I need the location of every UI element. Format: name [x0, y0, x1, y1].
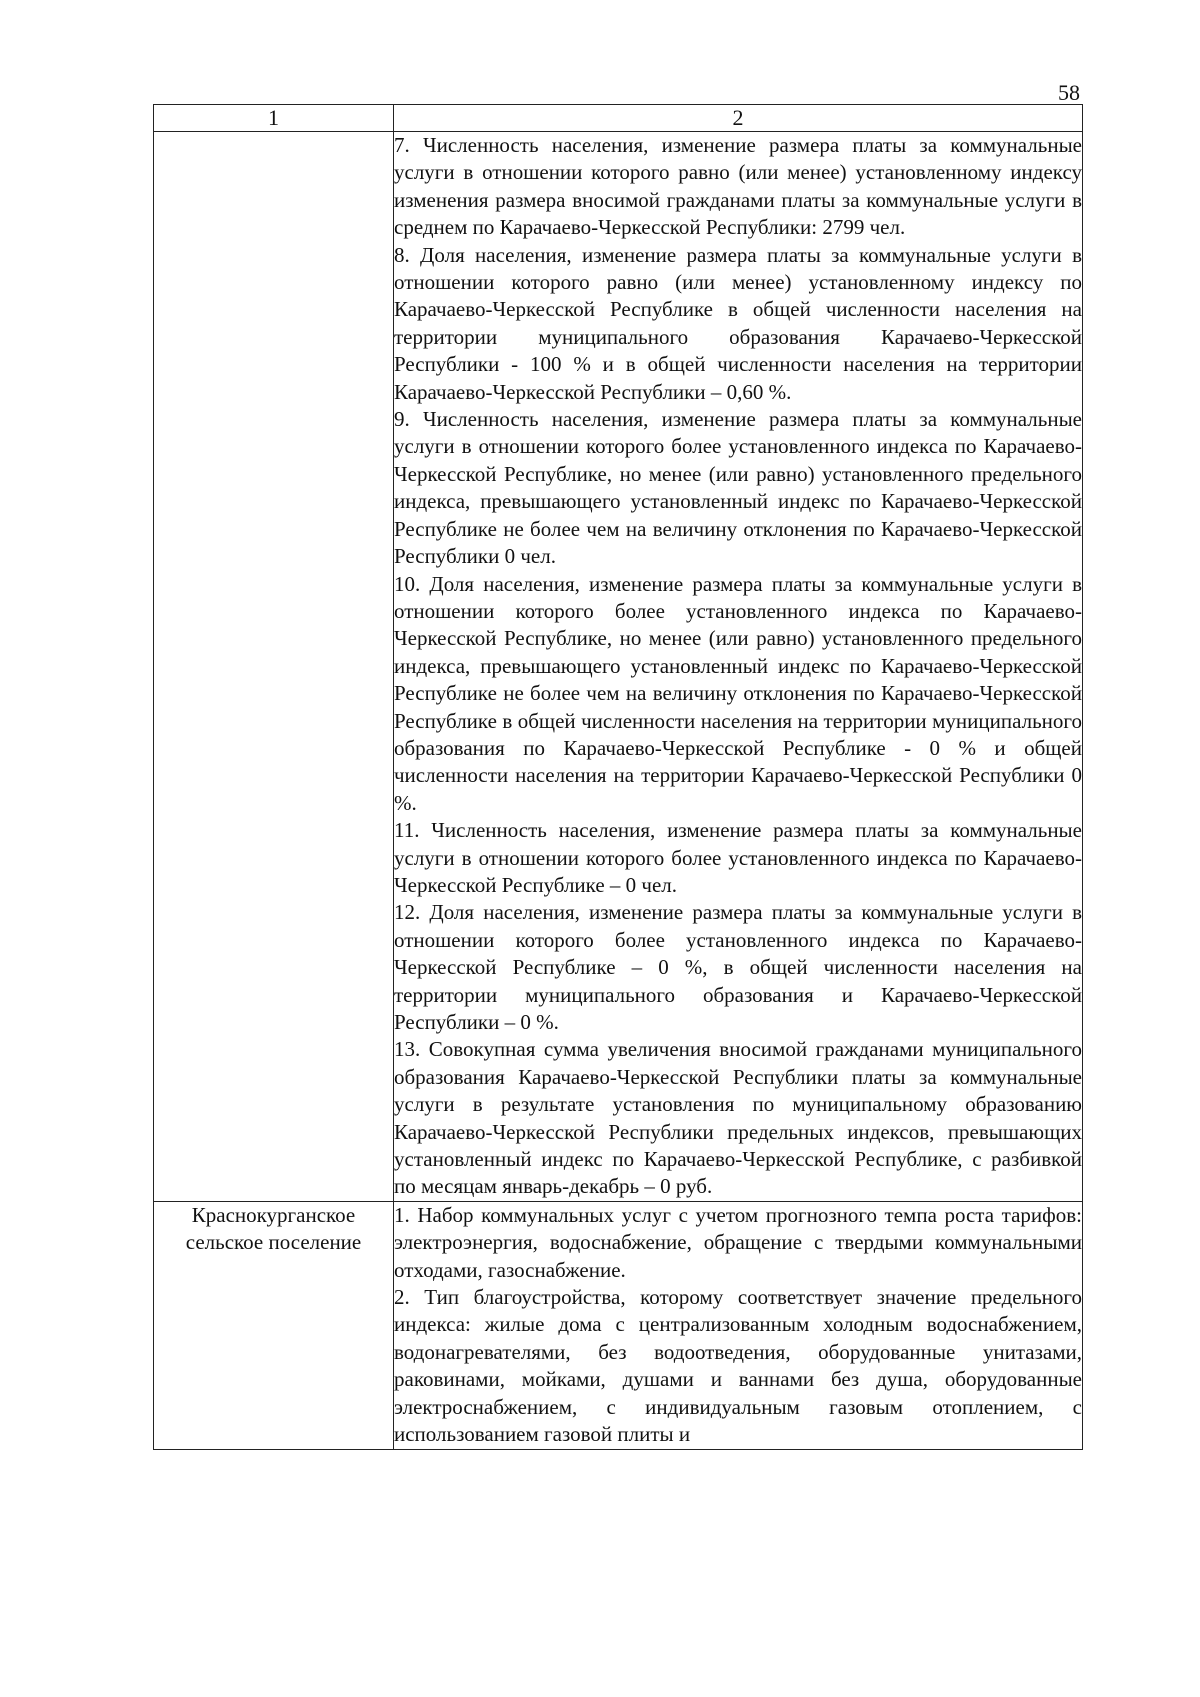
municipality-cell: Краснокурганское сельское поселение	[154, 1201, 394, 1449]
paragraph-10: 10. Доля населения, изменение размера платы за коммунальные услуги в отношении которого более установленного индекса по Карачаево-Черкесской Республике, но менее (или равно) установленного предельного индекса, превышающего установленный индекс по Карачаево-Черкесской Республике не более чем на величину отклонения по Карачаево-Черкесской Республике в общей численности населения на территории муниципального образования по Карачаево-Черкесской Республике - 0 % и общей численности населения на территории Карачаево-Черкесской Республики 0 %.	[394, 571, 1082, 815]
municipality-cell	[154, 132, 394, 1202]
column-header-1: 1	[154, 105, 394, 132]
paragraph-11: 11. Численность населения, изменение размера платы за коммунальные услуги в отношении которого более установленного индекса по Карачаево-Черкесской Республике – 0 чел.	[394, 818, 1082, 897]
paragraph-9: 9. Численность населения, изменение размера платы за коммунальные услуги в отношении которого более установленного индекса по Карачаево-Черкесской Республике, но менее (или равно) установленного предельного индекса, превышающего установленный индекс по Карачаево-Черкесской Республике не более чем на величину отклонения по Карачаево-Черкесской Республики 0 чел.	[394, 407, 1082, 569]
content-table	[153, 104, 1083, 1450]
page-number: 58	[1058, 80, 1080, 105]
paragraph-2: 2. Тип благоустройства, которому соответствует значение предельного индекса: жилые дома с централизованным холодным водоснабжением, водонагревателями, без водоотведения, оборудованные унитазами, раковинами, мойками, душами и ваннами без душа, оборудованные электроснабжением, с индивидуальным газовым отоплением, с использованием газовой плиты и	[394, 1285, 1082, 1447]
indicators-cell	[394, 132, 1083, 1202]
table-row	[154, 1201, 1083, 1449]
paragraph-7: 7. Численность населения, изменение размера платы за коммунальные услуги в отношении которого равно (или менее) установленному индексу изменения размера вносимой гражданами платы за коммунальные услуги в среднем по Карачаево-Черкесской Республики: 2799 чел.	[394, 133, 1082, 240]
indicators-cell	[394, 1201, 1083, 1449]
paragraph-13: 13. Совокупная сумма увеличения вносимой гражданами муниципального образования Карачаево-Черкесской Республики платы за коммунальные услуги в результате установления по муниципальному образованию Карачаево-Черкесской Республики предельных индексов, превышающих установленный индекс по Карачаево-Черкесской Республике, с разбивкой по месяцам январь-декабрь – 0 руб.	[394, 1037, 1082, 1199]
paragraph-8: 8. Доля населения, изменение размера платы за коммунальные услуги в отношении которого равно (или менее) установленному индексу по Карачаево-Черкесской Республике в общей численности населения на территории муниципального образования Карачаево-Черкесской Республики - 100 % и в общей численности населения на территории Карачаево-Черкесской Республики – 0,60 %.	[394, 242, 1082, 404]
paragraph-1: 1. Набор коммунальных услуг с учетом прогнозного темпа роста тарифов: электроэнергия, водоснабжение, обращение с твердыми коммунальными отходами, газоснабжение.	[394, 1202, 1082, 1282]
column-header-2: 2	[394, 105, 1083, 132]
table-header-row	[154, 105, 1083, 132]
paragraph-12: 12. Доля населения, изменение размера платы за коммунальные услуги в отношении которого более установленного индекса по Карачаево-Черкесской Республике – 0 %, в общей численности населения на территории муниципального образования и Карачаево-Черкесской Республики – 0 %.	[394, 900, 1082, 1034]
table-row	[154, 132, 1083, 1202]
